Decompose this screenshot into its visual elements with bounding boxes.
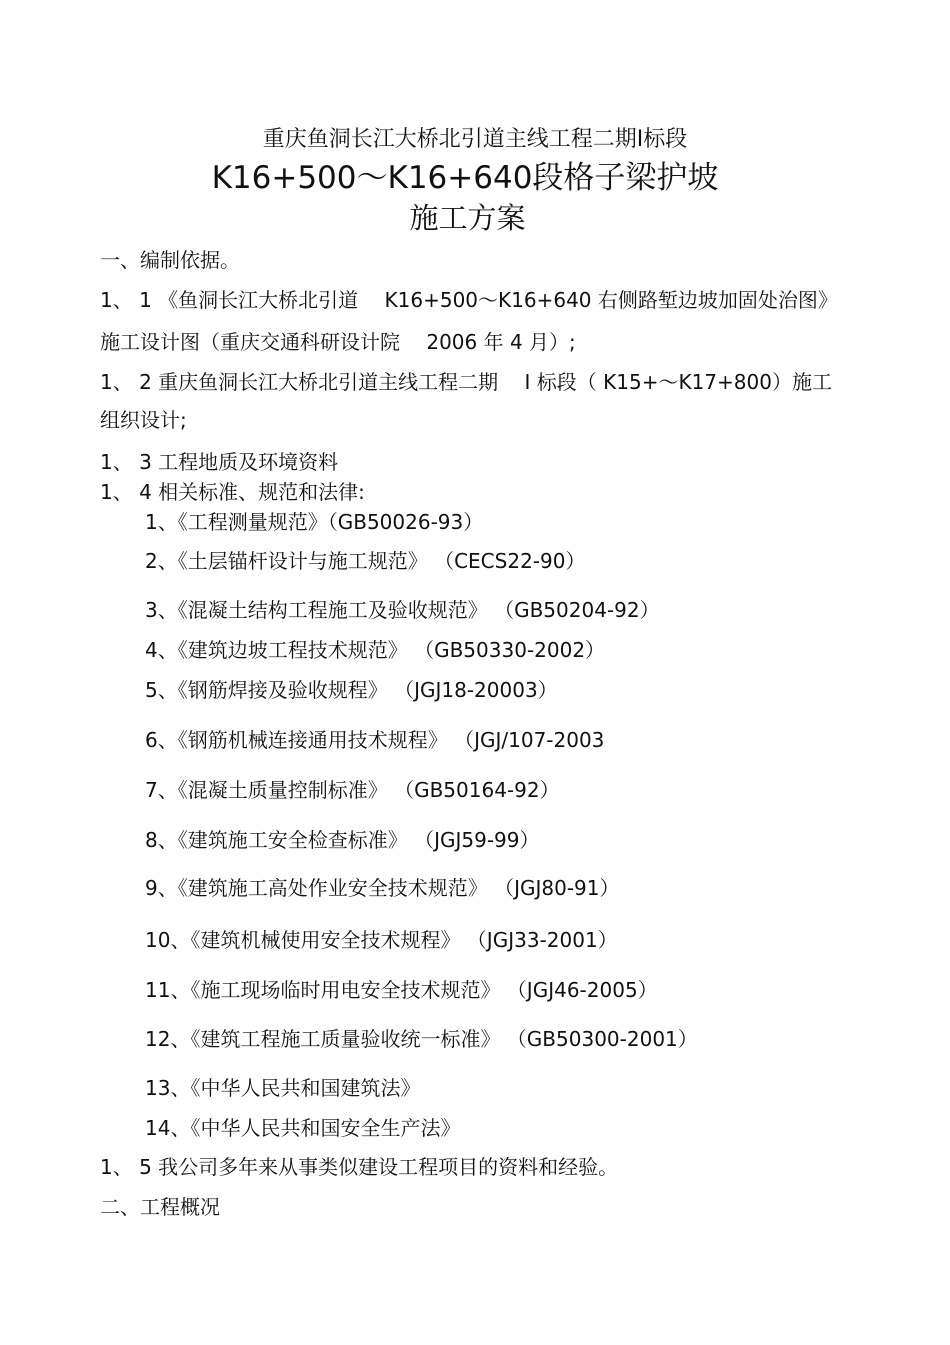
item-1-4: 1、 4 相关标准、规范和法律: <box>100 480 365 504</box>
document-title-line1: 重庆鱼洞长江大桥北引道主线工程二期Ⅰ标段 <box>262 127 688 152</box>
item-1-3: 1、 3 工程地质及环境资料 <box>100 450 339 474</box>
reference-item: 12、《建筑工程施工质量验收统一标准》 （GB50300-2001） <box>145 1027 698 1051</box>
reference-item: 10、《建筑机械使用安全技术规程》 （JGJ33-2001） <box>145 928 618 952</box>
item-1-5: 1、 5 我公司多年来从事类似建设工程项目的资料和经验。 <box>100 1155 619 1179</box>
section-heading-overview: 二、工程概况 <box>100 1195 220 1219</box>
section-heading-basis: 一、编制依据。 <box>100 248 240 272</box>
reference-item: 2、《土层锚杆设计与施工规范》 （CECS22-90） <box>145 549 586 573</box>
document-title-line2: K16+500～K16+640段格子梁护坡 <box>211 160 719 196</box>
item-1-2-line1: 1、 2 重庆鱼洞长江大桥北引道主线工程二期 Ⅰ 标段（ K15+～K17+800）施工 <box>100 370 832 394</box>
reference-item: 4、《建筑边坡工程技术规范》 （GB50330-2002） <box>145 638 606 662</box>
document-title-line3: 施工方案 <box>409 201 526 235</box>
reference-item: 11、《施工现场临时用电安全技术规范》 （JGJ46-2005） <box>145 978 658 1002</box>
reference-item: 5、《钢筋焊接及验收规程》 （JGJ18-20003） <box>145 678 558 702</box>
reference-item: 6、《钢筋机械连接通用技术规程》 （JGJ/107-2003 <box>145 728 605 752</box>
reference-item: 14、《中华人民共和国安全生产法》 <box>145 1116 461 1140</box>
item-1-1-line2: 施工设计图（重庆交通科研设计院 2006 年 4 月）; <box>100 330 576 354</box>
reference-item: 8、《建筑施工安全检查标准》 （JGJ59-99） <box>145 828 540 852</box>
reference-item: 13、《中华人民共和国建筑法》 <box>145 1076 421 1100</box>
item-1-2-line2: 组织设计; <box>100 408 187 432</box>
reference-item: 9、《建筑施工高处作业安全技术规范》 （JGJ80-91） <box>145 876 620 900</box>
item-1-1-line1: 1、 1 《鱼洞长江大桥北引道 K16+500～K16+640 右侧路堑边坡加固处治图》 <box>100 288 838 312</box>
reference-item: 1、《工程测量规范》（GB50026-93） <box>145 510 484 534</box>
reference-item: 7、《混凝土质量控制标准》 （GB50164-92） <box>145 778 560 802</box>
reference-item: 3、《混凝土结构工程施工及验收规范》 （GB50204-92） <box>145 598 660 622</box>
